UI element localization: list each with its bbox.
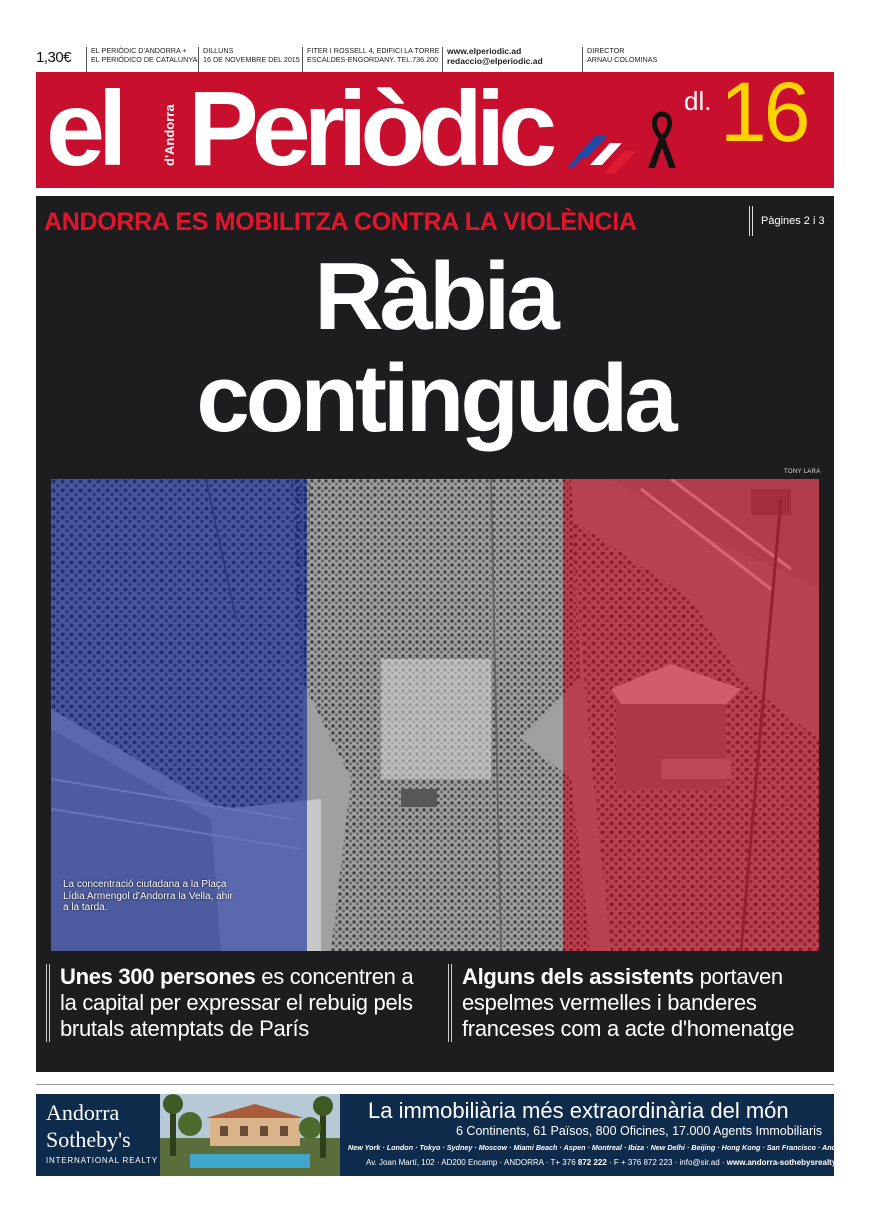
- page-reference: Pàgines 2 i 3: [749, 206, 825, 236]
- website-link[interactable]: www.elperiodic.ad: [447, 46, 522, 56]
- ad-address: Av. Joan Martí, 102 · AD200 Encamp · ANDORRA · T+ 376 872 222 · F + 376 872 223 · info@sir.ad · www.andorra-sothebysrealty.ad: [366, 1158, 848, 1167]
- photo-credit: TONY LARA: [784, 469, 821, 475]
- ad-cities: New York · London · Tokyo · Sydney · Moscow · Miami Beach · Aspen · Montreal · Ibiza · New Delhi · Beijing · Hong Kong · San Francisco · Andorra: [348, 1143, 850, 1152]
- top-info-strip: [36, 47, 834, 73]
- ad-brand-realty: INTERNATIONAL REALTY: [46, 1156, 158, 1165]
- contact-links: [442, 47, 582, 73]
- email-link[interactable]: redaccio@elperiodic.ad: [447, 55, 543, 66]
- sothebys-advertisement[interactable]: [36, 1094, 850, 1176]
- ad-title: La immobiliària més extraordinària del món: [368, 1098, 789, 1123]
- headline: Ràbia continguda: [196, 243, 674, 452]
- mourning-ribbon-icon: [646, 110, 678, 170]
- office-address: FITER I ROSSELL 4, EDIFICI LA TORRE ESCALDES-ENGORDANY. TEL.736.200: [302, 47, 442, 73]
- villa-photo: [160, 1094, 340, 1176]
- publication-info: EL PERIÒDIC D'ANDORRA + EL PERIÓDICO DE CATALUNYA: [86, 47, 198, 73]
- subheadline-1: Unes 300 persones es concentren a la capital per expressar el rebuig pels brutals atemptats de París: [46, 964, 416, 1042]
- director-info: DIRECTOR ARNAU COLOMINAS: [582, 47, 722, 73]
- ad-brand-andorra: Andorra: [46, 1100, 120, 1125]
- price: 1,30€: [36, 49, 72, 66]
- french-flag-stripes-icon: [566, 127, 646, 173]
- masthead: [36, 72, 834, 188]
- logo-el: el: [46, 72, 121, 188]
- day-abbreviation: dl.: [684, 86, 712, 116]
- front-page-panel: [36, 196, 834, 1072]
- ad-subtitle: 6 Continents, 61 Països, 800 Oficines, 17.000 Agents Immobiliaris: [456, 1124, 823, 1138]
- photo-caption: La concentració ciutadana a la Plaça Lídia Armengol d'Andorra la Vella, ahir a la tarda.: [63, 879, 233, 913]
- day-number: 16: [720, 72, 808, 159]
- crowd-photo: [51, 479, 819, 951]
- subheadline-2: Alguns dels assistents portaven espelmes vermelles i banderes franceses com a acte d'homenatge: [448, 964, 818, 1042]
- ad-divider: [36, 1084, 834, 1085]
- ad-website-link[interactable]: www.andorra-sothebysrealty.ad: [726, 1158, 848, 1167]
- kicker: ANDORRA ES MOBILITZA CONTRA LA VIOLÈNCIA: [44, 208, 637, 236]
- ad-brand-sothebys: Sotheby's: [46, 1127, 131, 1152]
- issue-date: DILLUNS 16 DE NOVEMBRE DEL 2015: [198, 47, 302, 73]
- logo-andorra: d'Andorra: [162, 104, 177, 166]
- logo-periodic: Periòdic: [188, 72, 551, 188]
